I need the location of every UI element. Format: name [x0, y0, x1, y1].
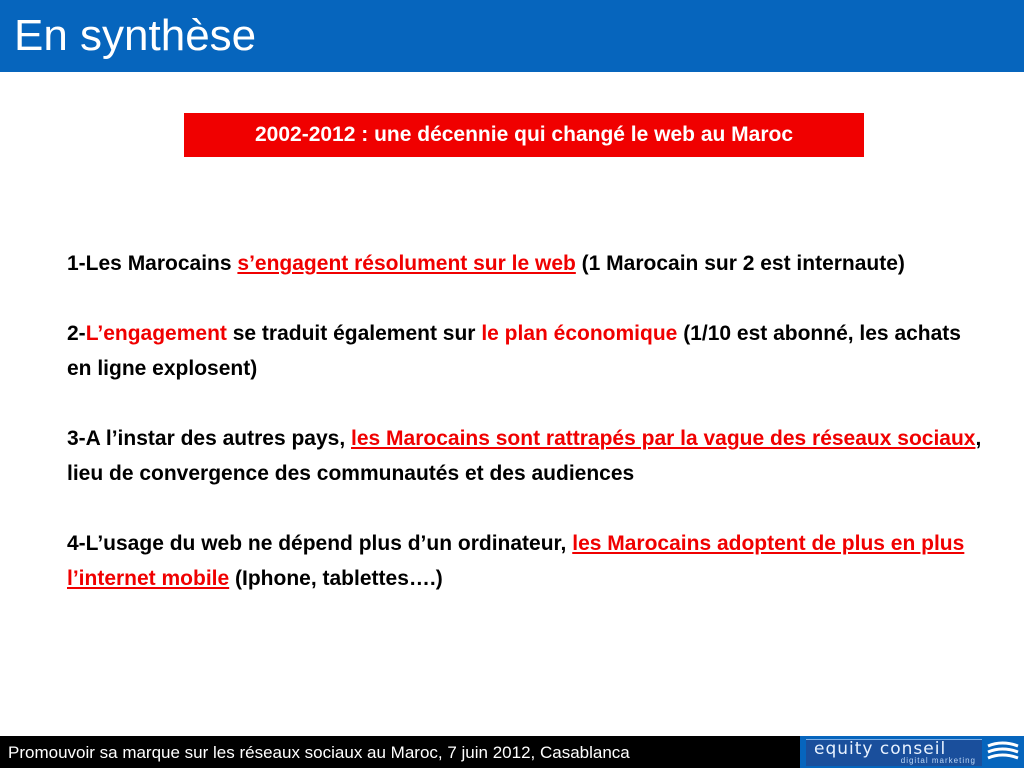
- point-4-tail: (Iphone, tablettes….): [229, 567, 443, 590]
- point-1-text: 1-Les Marocains: [67, 252, 238, 275]
- logo-name: equity conseil: [814, 739, 947, 759]
- point-3-tail: , lieu de convergence des communautés et des audiences: [67, 427, 982, 485]
- point-2-tail: (1/10 est abonné, les achats en ligne explosent): [67, 322, 961, 380]
- slide-title: En synthèse: [14, 11, 257, 60]
- point-3-text: 3-A l’instar des autres pays,: [67, 427, 352, 450]
- point-2-number: 2-: [67, 322, 86, 345]
- point-1: [67, 246, 987, 281]
- logo-plate: [806, 739, 982, 766]
- point-4-highlight: les Marocains adoptent de plus en plus l’internet mobile: [67, 532, 965, 590]
- point-2-highlight-engagement: L’engagement: [85, 322, 227, 345]
- point-3-highlight: les Marocains sont rattrapés par la vague des réseaux sociaux: [351, 427, 976, 450]
- points-list: [67, 246, 987, 596]
- point-2-highlight-economic: le plan économique: [481, 322, 678, 345]
- point-1-tail: (1 Marocain sur 2 est internaute): [575, 252, 905, 275]
- point-2-text: se traduit également sur: [226, 322, 482, 345]
- title-bar: [0, 0, 1024, 72]
- point-2: [67, 316, 987, 386]
- swoosh-icon: [986, 738, 1020, 766]
- point-4-text: 4-L’usage du web ne dépend plus d’un ordinateur,: [67, 532, 573, 555]
- logo-subtitle: digital marketing: [900, 756, 976, 765]
- banner: 2002-2012 : une décennie qui changé le web au Maroc: [184, 113, 864, 157]
- point-3: [67, 421, 987, 491]
- footer-text: Promouvoir sa marque sur les réseaux sociaux au Maroc, 7 juin 2012, Casablanca: [8, 743, 630, 762]
- point-4: [67, 526, 987, 596]
- company-logo: [800, 736, 1024, 768]
- point-1-highlight: s’engagent résolument sur le web: [237, 252, 576, 275]
